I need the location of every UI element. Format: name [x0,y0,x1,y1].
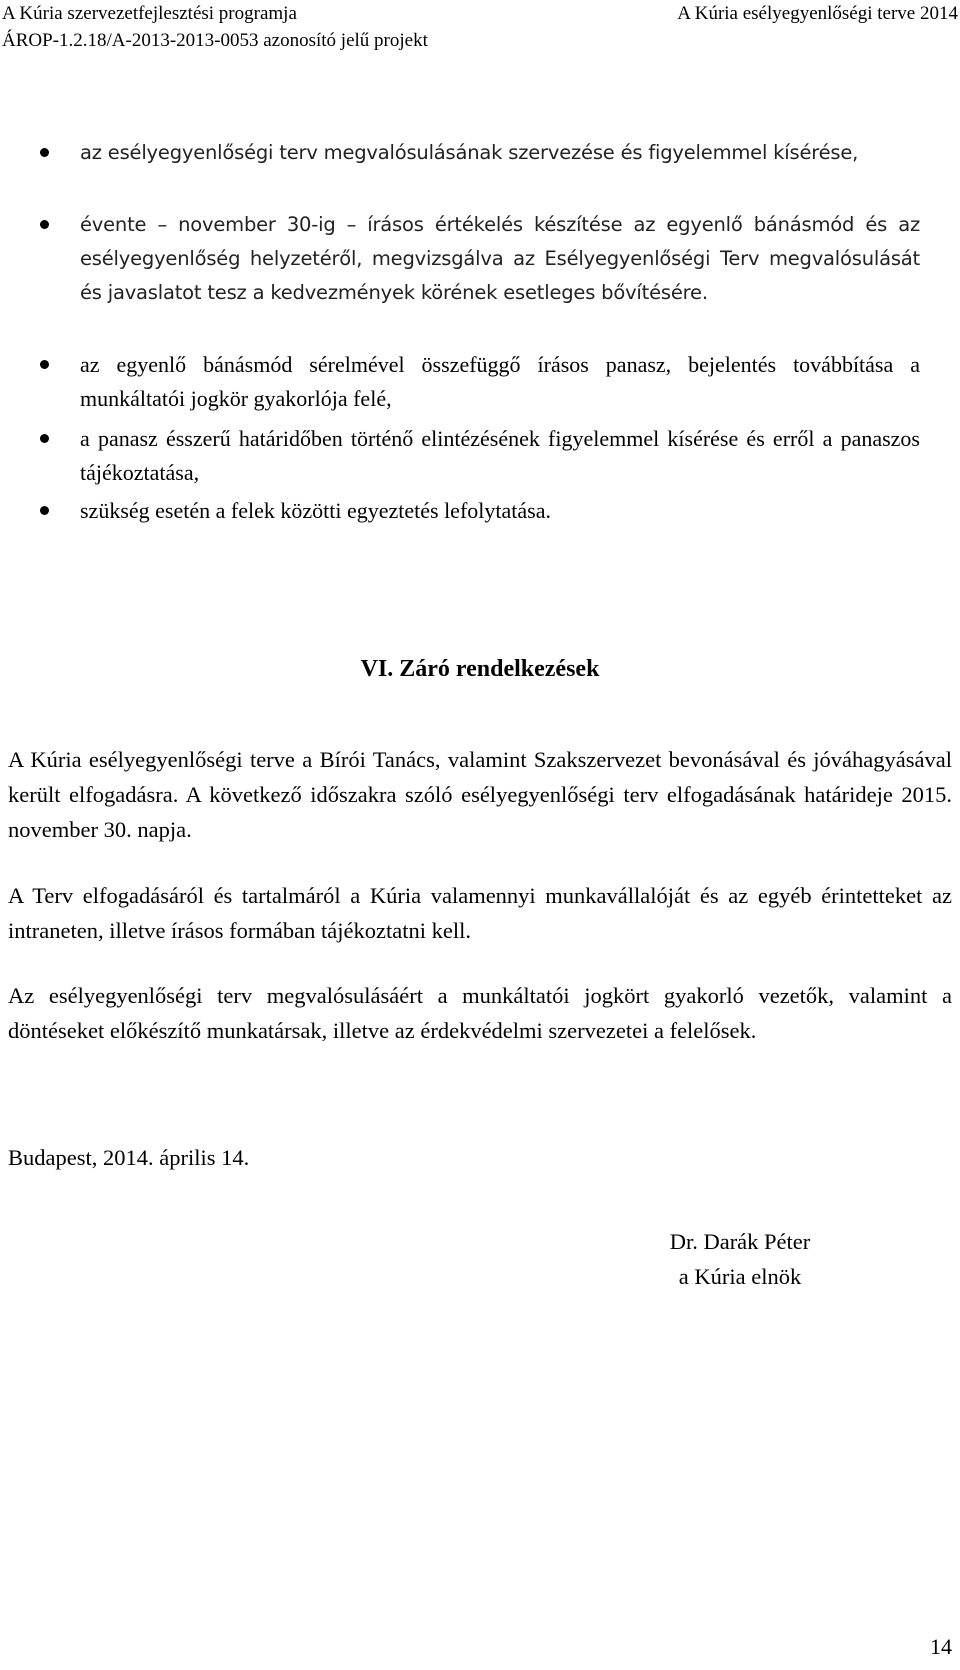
header-right [677,0,958,27]
signature-block [640,1224,840,1294]
bullet-icon [40,148,49,157]
document-date: Budapest, 2014. április 14. [8,1145,250,1170]
list-item-text: évente – november 30-ig – írásos értékelés készítése az egyenlő bánásmód és az esélyegyenlőség helyzetéről, megvizsgálva az Esélyegyenlőségi Terv megvalósulását és javaslatot tesz a kedvezmények körének esetleges bővítésére. [80,213,920,304]
paragraph: A Terv elfogadásáról és tartalmáról a Kúria valamennyi munkavállalóját és az egyéb érintetteket az intraneten, illetve írásos formában tájékoztatni kell. [8,883,952,943]
header-left [2,0,428,54]
list-item-text: az egyenlő bánásmód sérelmével összefüggő írásos panasz, bejelentés továbbítása a munkáltatói jogkör gyakorlója felé, [80,352,920,411]
header-document-title: A Kúria esélyegyenlőségi terve 2014 [677,3,958,24]
header-project-id: ÁROP-1.2.18/A-2013-2013-0053 azonosító jelű projekt [2,30,428,51]
paragraph: Az esélyegyenlőségi terv megvalósulásáért a munkáltatói jogkört gyakorló vezetők, valamint a döntéseket előkészítő munkatársak, illetve az érdekvédelmi szervezetei a felelősek. [8,983,952,1043]
header-program-title: A Kúria szervezetfejlesztési programja [2,3,297,24]
list-item-text: szükség esetén a felek közötti egyeztetés lefolytatása. [80,498,551,523]
signatory-title: a Kúria elnök [678,1264,802,1289]
page-number: 14 [930,1634,952,1659]
page-header [0,0,960,56]
paragraph: A Kúria esélyegyenlőségi terve a Bírói Tanács, valamint Szakszervezet bevonásával és jóváhagyásával került elfogadásra. A következő időszakra szóló esélyegyenlőségi terv elfogadásának határideje 2015. november 30. napja. [8,747,952,842]
bullet-icon [40,360,49,369]
bullet-icon [40,506,49,515]
signatory-name: Dr. Darák Péter [669,1229,811,1254]
bullet-icon [40,434,49,443]
section-title: VI. Záró rendelkezések [360,656,600,682]
bullet-icon [40,220,49,229]
list-item-text: a panasz ésszerű határidőben történő elintézésének figyelemmel kísérése és erről a panaszos tájékoztatása, [80,426,920,485]
list-item-text: az esélyegyenlőségi terv megvalósulásának szervezése és figyelemmel kísérése, [80,141,859,164]
